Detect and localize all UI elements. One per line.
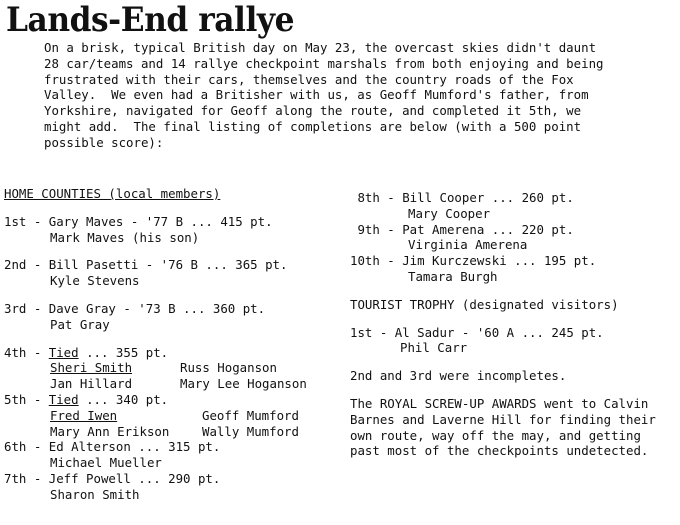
team-row [4, 376, 344, 392]
tied-label: Tied [48, 344, 79, 360]
intro-line: On a brisk, typical British day on May 23, the overcast skies didn't daunt [44, 40, 597, 55]
navigator-name: Phil Carr [400, 340, 468, 356]
placing-line: 8th - Bill Cooper ... 260 pt. [350, 190, 574, 205]
placing-line [4, 392, 344, 408]
placing-score: ... 355 pt. [78, 344, 169, 360]
award-line: Barnes and Laverne Hill for finding their [350, 411, 656, 427]
placing-line: 2nd - Bill Pasetti - '76 B ... 365 pt. [4, 257, 288, 273]
placing-10th [350, 253, 680, 285]
award-line: past most of the checkpoints undetected. [350, 443, 649, 459]
navigator-name: Jan Hillard [50, 376, 133, 392]
navigator-name: Kyle Stevens [50, 273, 140, 289]
placing-8th [350, 190, 680, 222]
navigator-name: Tamara Burgh [408, 268, 498, 284]
home-counties-column [4, 186, 344, 503]
navigator-name: Mark Maves (his son) [50, 229, 200, 245]
incompletes-note: 2nd and 3rd were incompletes. [350, 368, 567, 384]
home-counties-heading: HOME COUNTIES (local members) [4, 186, 221, 201]
award-line: own route, way off the may, and getting [350, 427, 641, 443]
intro-line: 28 car/teams and 14 rallye checkpoint marshals from both enjoying and being [44, 55, 604, 71]
placing-rank: 5th - [4, 391, 49, 407]
placing-6th [4, 439, 344, 471]
team-row [4, 408, 344, 424]
placing-line: 7th - Jeff Powell ... 290 pt. [4, 470, 221, 486]
award-line: The ROYAL SCREW-UP AWARDS went to Calvin [350, 395, 649, 411]
driver-name: Sheri Smith [50, 360, 133, 376]
navigator-name: Mary Lee Hoganson [180, 376, 307, 392]
navigator-name: Virginia Amerena [408, 237, 528, 253]
placing-7th [4, 471, 344, 503]
team-row [4, 424, 344, 440]
placing-line: 9th - Pat Amerena ... 220 pt. [350, 221, 574, 237]
team-row [4, 360, 344, 376]
navigator-name: Wally Mumford [202, 423, 299, 439]
placing-9th [350, 222, 680, 254]
placing-line: 1st - Al Sadur - '60 A ... 245 pt. [350, 324, 604, 340]
intro-line: Valley. We even had a Britisher with us, as Geoff Mumford's father, from [44, 87, 589, 103]
tied-label: Tied [48, 391, 79, 407]
tourist-placing-1st [350, 325, 680, 357]
awards-paragraph [350, 396, 680, 459]
driver-name: Geoff Mumford [202, 407, 299, 423]
article-title: Lands-End rallye [6, 0, 295, 40]
placing-line [4, 345, 344, 361]
navigator-name: Mary Ann Erikson [50, 423, 170, 439]
intro-line: possible score): [44, 134, 164, 150]
placing-3rd [4, 301, 344, 333]
placing-line: 10th - Jim Kurczewski ... 195 pt. [350, 253, 597, 269]
placing-score: ... 340 pt. [78, 391, 169, 407]
intro-paragraph [44, 40, 674, 151]
placing-line: 1st - Gary Maves - '77 B ... 415 pt. [4, 213, 273, 229]
placing-line: 6th - Ed Alterson ... 315 pt. [4, 439, 221, 455]
intro-line: might add. The final listing of completions are below (with a 500 point [44, 118, 582, 134]
placing-4th [4, 345, 344, 392]
placing-5th [4, 392, 344, 439]
placing-1st [4, 214, 344, 246]
navigator-name: Sharon Smith [50, 486, 140, 502]
placing-rank: 4th - [4, 344, 49, 360]
driver-name: Fred Iwen [50, 407, 118, 423]
placing-2nd [4, 257, 344, 289]
tourist-trophy-heading: TOURIST TROPHY (designated visitors) [350, 296, 619, 312]
navigator-name: Pat Gray [50, 316, 110, 332]
right-column [350, 190, 680, 459]
driver-name: Russ Hoganson [180, 360, 277, 376]
placing-line: 3rd - Dave Gray - '73 B ... 360 pt. [4, 300, 266, 316]
navigator-name: Mary Cooper [408, 205, 491, 221]
intro-line: Yorkshire, navigated for Geoff along the route, and completed it 5th, we [44, 103, 582, 119]
navigator-name: Michael Mueller [50, 455, 162, 471]
intro-line: frustrated with their cars, themselves and the country roads of the Fox [44, 71, 574, 87]
